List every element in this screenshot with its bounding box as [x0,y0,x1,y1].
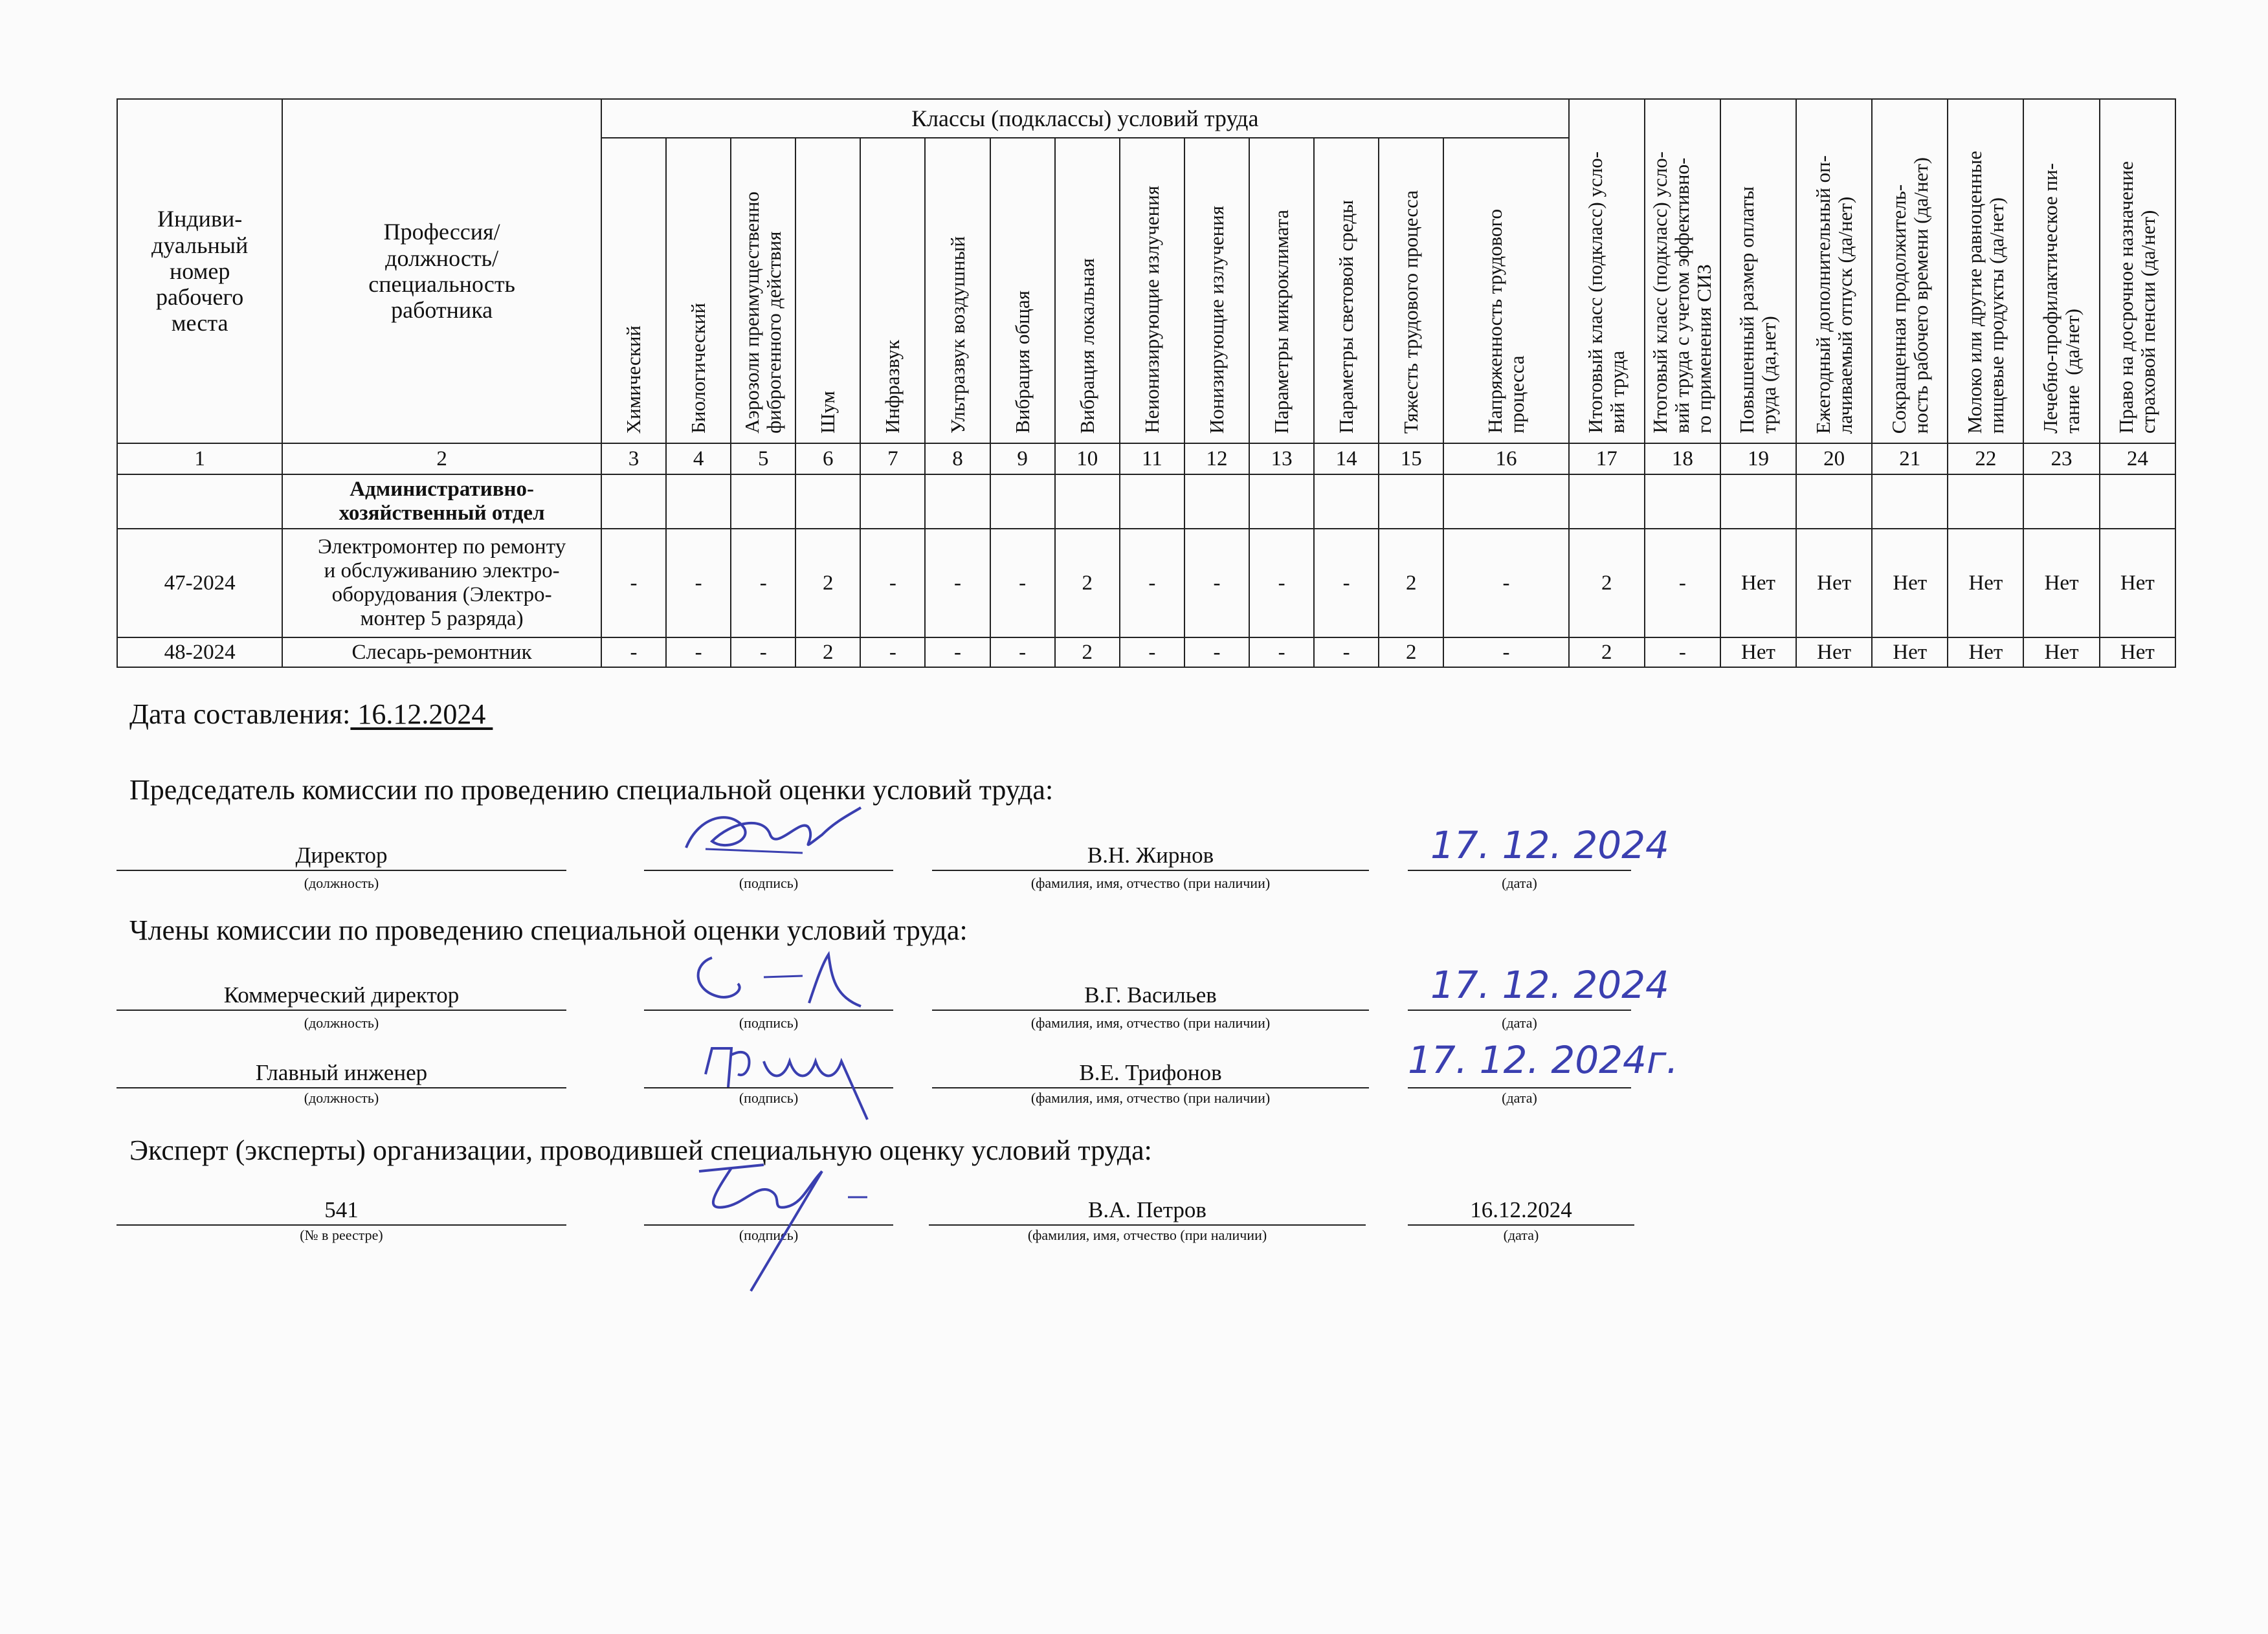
caption-fio: (фамилия, имя, отчество (при наличии) [1030,1090,1271,1106]
table-cell: Нет [1872,637,1948,667]
table-cell: 2 [795,529,860,637]
caption-fio: (фамилия, имя, отчество (при наличии) [1027,1227,1267,1243]
members-heading: Члены комиссии по проведению специальной оценки условий труда: [129,914,968,946]
table-cell: 2 [1379,529,1443,637]
chairman-date-handwritten: 17. 12. 2024 [1430,823,1669,867]
table-cell: - [731,529,795,637]
column-number: 8 [925,443,990,474]
table-cell: Нет [1872,529,1948,637]
column-number: 9 [990,443,1055,474]
header-classes-group: Классы (подклассы) условий труда [601,99,1569,138]
table-cell: Нет [2023,637,2099,667]
table-cell: - [1184,529,1249,637]
caption-signature: (подпись) [739,875,799,891]
table-cell: - [925,637,990,667]
header-factor: Тяжесть трудового процесса [1379,138,1443,443]
expert-date: 16.12.2024 [1408,1196,1634,1226]
column-number: 1 [117,443,282,474]
column-number: 3 [601,443,666,474]
column-number: 21 [1872,443,1948,474]
table-cell: 2 [1569,637,1645,667]
header-factor: Ионизирующие излучения [1184,138,1249,443]
table-cell: Нет [1948,529,2023,637]
caption-position: (должность) [304,875,379,891]
chairman-signature-icon [673,802,867,874]
table-cell: - [1249,529,1314,637]
header-factor: Неионизирующие излучения [1120,138,1184,443]
header-factor: Аэрозоли преимущественно фиброгенного действия [731,138,795,443]
column-number: 10 [1055,443,1120,474]
column-number: 16 [1443,443,1568,474]
table-cell: - [860,637,925,667]
profession: Слесарь-ремонтник [282,637,601,667]
column-number: 13 [1249,443,1314,474]
header-factor: Параметры микроклимата [1249,138,1314,443]
column-number: 11 [1120,443,1184,474]
caption-date: (дата) [1502,1015,1537,1031]
member-2-name: В.Е. Трифонов [932,1059,1369,1088]
section-cell-empty [117,474,282,529]
section-title: Административно- хозяйственный отдел [282,474,601,529]
header-therapeutic-food: Лечебно-профилактическое пи- тание (да/нет) [2023,99,2099,443]
table-cell: - [666,529,731,637]
caption-fio: (фамилия, имя, отчество (при наличии) [1030,875,1271,891]
caption-fio: (фамилия, имя, отчество (при наличии) [1030,1015,1271,1031]
header-extra-leave: Ежегодный дополнительный оп- лачиваемый отпуск (да/нет) [1796,99,1872,443]
header-factor: Инфразвук [860,138,925,443]
column-number: 19 [1720,443,1796,474]
member-1-date-handwritten: 17. 12. 2024 [1430,963,1669,1007]
table-cell: Нет [1720,529,1796,637]
caption-signature: (подпись) [739,1015,799,1031]
column-number: 7 [860,443,925,474]
header-final-class-siz: Итоговый класс (подкласс) усло- вий труда с учетом эффективно- го применения СИЗ [1645,99,1720,443]
column-number: 17 [1569,443,1645,474]
header-factor: Напряженность трудового процесса [1443,138,1568,443]
member-2-position: Главный инженер [117,1059,566,1088]
header-factor: Биологический [666,138,731,443]
expert-registry: 541 [117,1196,566,1226]
table-cell: - [925,529,990,637]
table-cell: - [1443,529,1568,637]
member-2-signature-icon [693,1035,887,1126]
member-2-date-handwritten: 17. 12. 2024г. [1408,1038,1678,1082]
column-number: 4 [666,443,731,474]
table-cell: 2 [795,637,860,667]
caption-date: (дата) [1502,1090,1537,1106]
column-number: 2 [282,443,601,474]
header-workplace-number: Индиви- дуальный номер рабочего места [117,99,282,443]
table-cell: Нет [1948,637,2023,667]
caption-date: (дата) [1502,875,1537,891]
table-cell: Нет [1796,637,1872,667]
table-row [117,529,2175,637]
table-cell: - [1249,637,1314,667]
workplace-number: 48-2024 [117,637,282,667]
column-number: 6 [795,443,860,474]
column-number: 23 [2023,443,2099,474]
header-milk: Молоко или другие равноценные пищевые продукты (да/нет) [1948,99,2023,443]
header-factor: Шум [795,138,860,443]
table-cell: - [666,637,731,667]
caption-date: (дата) [1503,1227,1539,1243]
header-final-class: Итоговый класс (подкласс) усло- вий труда [1569,99,1645,443]
caption-registry: (№ в реестре) [300,1227,383,1243]
table-cell: 2 [1055,529,1120,637]
member-1-signature-icon [673,945,880,1016]
table-cell: - [1645,637,1720,667]
table-cell: - [1645,529,1720,637]
expert-name: В.А. Петров [929,1196,1366,1226]
header-factor: Вибрация локальная [1055,138,1120,443]
workplace-number: 47-2024 [117,529,282,637]
table-cell: - [1120,529,1184,637]
table-cell: - [601,529,666,637]
date-compiled: Дата составления: 16.12.2024 [129,698,493,730]
column-number: 20 [1796,443,1872,474]
table-cell: - [860,529,925,637]
table-row [117,637,2175,667]
column-number: 24 [2100,443,2175,474]
header-factor: Химический [601,138,666,443]
table-cell: Нет [1796,529,1872,637]
header-profession: Профессия/ должность/ специальность работника [282,99,601,443]
chairman-position: Директор [117,841,566,871]
table-cell: - [990,637,1055,667]
table-cell: - [601,637,666,667]
table-cell: Нет [2100,637,2175,667]
table-cell: - [1120,637,1184,667]
header-factor: Ультразвук воздушный [925,138,990,443]
profession: Электромонтер по ремонту и обслуживанию электро- оборудования (Электро- монтер 5 разряда) [282,529,601,637]
member-1-position: Коммерческий директор [117,981,566,1011]
caption-signature: (подпись) [739,1227,799,1243]
table-cell: - [1314,529,1379,637]
header-reduced-hours: Сокращенная продолжитель- ность рабочего времени (да/нет) [1872,99,1948,443]
column-number: 22 [1948,443,2023,474]
table-cell: Нет [1720,637,1796,667]
header-factor: Параметры световой среды [1314,138,1379,443]
table-cell: Нет [2100,529,2175,637]
sout-results-table [117,98,2176,668]
table-cell: - [731,637,795,667]
column-number: 18 [1645,443,1720,474]
column-number: 14 [1314,443,1379,474]
column-number: 5 [731,443,795,474]
table-cell: 2 [1055,637,1120,667]
expert-signature-icon [673,1145,893,1294]
caption-signature: (подпись) [739,1090,799,1106]
table-cell: 2 [1379,637,1443,667]
table-cell: Нет [2023,529,2099,637]
column-number: 12 [1184,443,1249,474]
header-increased-pay: Повышенный размер оплаты труда (да,нет) [1720,99,1796,443]
chairman-heading: Председатель комиссии по проведению специальной оценки условий труда: [129,774,1054,806]
caption-position: (должность) [304,1090,379,1106]
header-early-pension: Право на досрочное назначение страховой пенсии (да/нет) [2100,99,2175,443]
table-cell: - [1314,637,1379,667]
table-cell: - [1184,637,1249,667]
header-factor: Вибрация общая [990,138,1055,443]
caption-position: (должность) [304,1015,379,1031]
chairman-name: В.Н. Жирнов [932,841,1369,871]
member-1-name: В.Г. Васильев [932,981,1369,1011]
table-cell: - [990,529,1055,637]
expert-heading: Эксперт (эксперты) организации, проводившей специальную оценку условий труда: [129,1134,1152,1166]
column-number: 15 [1379,443,1443,474]
table-cell: - [1443,637,1568,667]
table-cell: 2 [1569,529,1645,637]
